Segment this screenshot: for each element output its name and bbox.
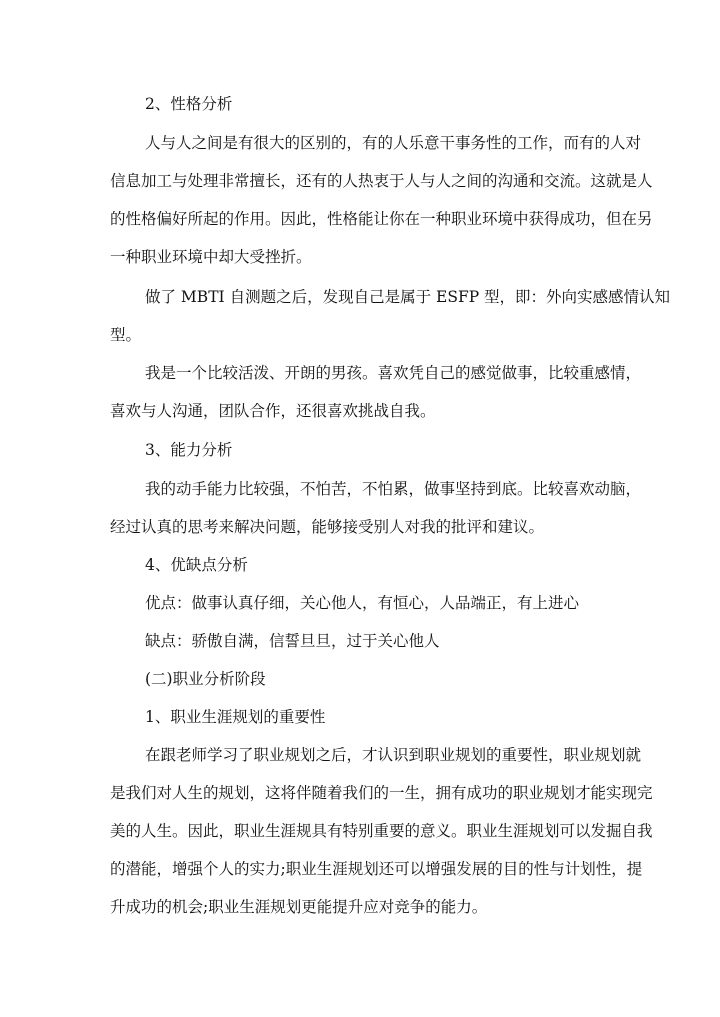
paragraph-line: 人与人之间是有很大的区别的，有的人乐意干事务性的工作，而有的人对 — [145, 134, 642, 152]
paragraph-line: 一种职业环境中却大受挫折。 — [110, 248, 312, 266]
paragraph-line: 的潜能，增强个人的实力;职业生涯规划还可以增强发展的目的性与计划性，提 — [110, 860, 643, 878]
paragraph-line: 美的人生。因此，职业生涯规具有特别重要的意义。职业生涯规划可以发掘自我 — [110, 822, 653, 840]
weaknesses-line: 缺点：骄傲自满，信誓旦旦，过于关心他人 — [145, 632, 440, 650]
paragraph-line: 是我们对人生的规划，这将伴随着我们的一生，拥有成功的职业规划才能实现完 — [110, 784, 653, 802]
paragraph-line: 的性格偏好所起的作用。因此，性格能让你在一种职业环境中获得成功，但在另 — [110, 210, 653, 228]
strengths-line: 优点：做事认真仔细，关心他人，有恒心，人品端正，有上进心 — [145, 594, 580, 612]
paragraph-line: 经过认真的思考来解决问题，能够接受别人对我的批评和建议。 — [110, 518, 545, 536]
paragraph-line: 型。 — [110, 326, 142, 344]
paragraph-line: 做了 MBTI 自测题之后，发现自己是属于 ESFP 型，即：外向实感感情认知 — [145, 288, 671, 306]
paragraph-line: 信息加工与处理非常擅长，还有的人热衷于人与人之间的沟通和交流。这就是人 — [110, 172, 653, 190]
heading-personality-analysis: 2、性格分析 — [145, 95, 233, 113]
paragraph-line: 喜欢与人沟通，团队合作，还很喜欢挑战自我。 — [110, 402, 436, 420]
paragraph-line: 在跟老师学习了职业规划之后，才认识到职业规划的重要性，职业规划就 — [145, 746, 642, 764]
heading-strengths-weaknesses: 4、优缺点分析 — [145, 556, 248, 574]
heading-career-planning-importance: 1、职业生涯规划的重要性 — [145, 708, 326, 726]
paragraph-line: 我的动手能力比较强，不怕苦，不怕累，做事坚持到底。比较喜欢动脑， — [145, 480, 642, 498]
heading-ability-analysis: 3、能力分析 — [145, 441, 233, 459]
section-heading-career-analysis: (二)职业分析阶段 — [145, 670, 266, 688]
paragraph-line: 升成功的机会;职业生涯规划更能提升应对竞争的能力。 — [110, 898, 488, 916]
paragraph-line: 我是一个比较活泼、开朗的男孩。喜欢凭自己的感觉做事，比较重感情， — [145, 364, 642, 382]
